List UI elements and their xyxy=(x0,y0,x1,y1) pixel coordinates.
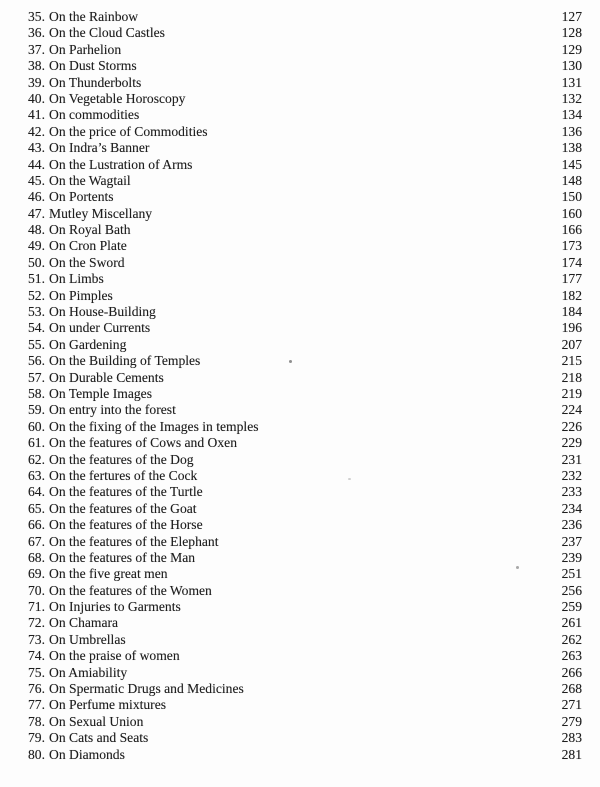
chapter-number: 40. xyxy=(28,90,45,106)
toc-row xyxy=(0,288,600,304)
chapter-number: 61. xyxy=(28,435,45,451)
chapter-number: 68. xyxy=(28,549,45,565)
chapter-title: On the fertures of the Cock xyxy=(49,467,198,483)
chapter-number: 62. xyxy=(28,451,45,467)
chapter-title: On Temple Images xyxy=(49,385,152,401)
chapter-number: 52. xyxy=(28,287,45,303)
chapter-number: 49. xyxy=(28,238,45,254)
chapter-title: On the features of the Horse xyxy=(49,517,203,533)
chapter-number: 64. xyxy=(28,484,45,500)
chapter-title: On the features of the Elephant xyxy=(49,533,219,549)
page-number: 263 xyxy=(561,648,582,664)
toc-row xyxy=(0,353,600,369)
toc-row xyxy=(0,157,600,173)
toc-row xyxy=(0,468,600,484)
chapter-title: On the features of the Women xyxy=(49,582,212,598)
scan-speck xyxy=(516,566,519,569)
chapter-number: 75. xyxy=(28,664,45,680)
chapter-number: 45. xyxy=(28,172,45,188)
page-number: 128 xyxy=(561,25,582,41)
chapter-title: On Thunderbolts xyxy=(49,74,142,90)
chapter-title: On Sexual Union xyxy=(49,713,144,729)
scan-speck xyxy=(289,360,292,363)
chapter-title: On Injuries to Garments xyxy=(49,599,181,615)
page-number: 233 xyxy=(561,484,582,500)
chapter-title: On Perfume mixtures xyxy=(49,697,167,713)
toc-row xyxy=(0,566,600,582)
chapter-title: On Umbrellas xyxy=(49,631,126,647)
chapter-number: 41. xyxy=(28,107,45,123)
toc-row xyxy=(0,615,600,631)
chapter-title: On Vegetable Horoscopy xyxy=(49,90,186,106)
chapter-number: 39. xyxy=(28,74,45,90)
toc-row xyxy=(0,304,600,320)
page-number: 271 xyxy=(561,697,582,713)
chapter-number: 37. xyxy=(28,41,45,57)
page-number: 129 xyxy=(561,41,582,57)
toc-row xyxy=(0,140,600,156)
toc-row xyxy=(0,91,600,107)
chapter-number: 78. xyxy=(28,713,45,729)
chapter-number: 60. xyxy=(28,418,45,434)
chapter-number: 51. xyxy=(28,271,45,287)
page-number: 174 xyxy=(561,254,582,270)
toc-row xyxy=(0,632,600,648)
chapter-number: 79. xyxy=(28,730,45,746)
chapter-title: On Cron Plate xyxy=(49,238,127,254)
chapter-number: 69. xyxy=(28,566,45,582)
toc-row xyxy=(0,370,600,386)
chapter-number: 43. xyxy=(28,140,45,156)
toc-row xyxy=(0,25,600,41)
chapter-number: 72. xyxy=(28,615,45,631)
chapter-number: 76. xyxy=(28,681,45,697)
chapter-title: On the features of the Man xyxy=(49,549,196,565)
page-number: 234 xyxy=(561,500,582,516)
page-number: 229 xyxy=(561,435,582,451)
page-number: 134 xyxy=(561,107,582,123)
toc-row xyxy=(0,484,600,500)
chapter-title: On Royal Bath xyxy=(49,222,131,238)
page-number: 166 xyxy=(561,222,582,238)
chapter-title: On the price of Commodities xyxy=(49,123,208,139)
toc-row xyxy=(0,107,600,123)
chapter-number: 80. xyxy=(28,746,45,762)
toc-row xyxy=(0,730,600,746)
toc-row xyxy=(0,435,600,451)
chapter-title: On the five great men xyxy=(49,566,168,582)
page-number: 236 xyxy=(561,517,582,533)
toc-row xyxy=(0,550,600,566)
chapter-number: 65. xyxy=(28,500,45,516)
toc-row xyxy=(0,58,600,74)
toc-row xyxy=(0,501,600,517)
chapter-number: 55. xyxy=(28,336,45,352)
page-number: 256 xyxy=(561,582,582,598)
toc-row xyxy=(0,599,600,615)
chapter-title: On the Cloud Castles xyxy=(49,25,165,41)
chapter-number: 58. xyxy=(28,385,45,401)
page-number: 173 xyxy=(561,238,582,254)
toc-row xyxy=(0,681,600,697)
chapter-number: 38. xyxy=(28,58,45,74)
toc-row xyxy=(0,222,600,238)
chapter-title: On Chamara xyxy=(49,615,119,631)
chapter-number: 54. xyxy=(28,320,45,336)
chapter-title: On the features of the Dog xyxy=(49,451,194,467)
chapter-title: On under Currents xyxy=(49,320,151,336)
chapter-number: 63. xyxy=(28,467,45,483)
page-number: 232 xyxy=(561,467,582,483)
toc-row xyxy=(0,124,600,140)
chapter-number: 77. xyxy=(28,697,45,713)
chapter-title: On Indra’s Banner xyxy=(49,140,150,156)
chapter-number: 48. xyxy=(28,222,45,238)
page-number: 160 xyxy=(561,205,582,221)
page-number: 279 xyxy=(561,713,582,729)
page-number: 130 xyxy=(561,58,582,74)
chapter-title: On Diamonds xyxy=(49,746,125,762)
toc-row xyxy=(0,271,600,287)
chapter-title: On Amiability xyxy=(49,664,128,680)
page-number: 218 xyxy=(561,369,582,385)
page-number: 127 xyxy=(561,9,582,24)
chapter-number: 67. xyxy=(28,533,45,549)
page-number: 268 xyxy=(561,681,582,697)
page-number: 132 xyxy=(561,90,582,106)
page-number: 196 xyxy=(561,320,582,336)
chapter-title: On the Sword xyxy=(49,254,125,270)
page-number: 215 xyxy=(561,353,582,369)
toc-row xyxy=(0,517,600,533)
chapter-title: Mutley Miscellany xyxy=(49,205,153,221)
chapter-title: On the features of the Turtle xyxy=(49,484,203,500)
chapter-number: 73. xyxy=(28,631,45,647)
chapter-title: On House-Building xyxy=(49,304,156,320)
chapter-title: On commodities xyxy=(49,107,140,123)
chapter-number: 35. xyxy=(28,9,45,24)
page-number: 226 xyxy=(561,418,582,434)
chapter-title: On Spermatic Drugs and Medicines xyxy=(49,681,244,697)
page-number: 138 xyxy=(561,140,582,156)
chapter-title: On Dust Storms xyxy=(49,58,137,74)
chapter-title: On Durable Cements xyxy=(49,369,164,385)
toc-row xyxy=(0,173,600,189)
chapter-title: On the Lustration of Arms xyxy=(49,156,193,172)
page-number: 239 xyxy=(561,549,582,565)
page-number: 281 xyxy=(561,746,582,762)
toc-row xyxy=(0,648,600,664)
page-number: 266 xyxy=(561,664,582,680)
chapter-title: On Gardening xyxy=(49,336,127,352)
chapter-title: On entry into the forest xyxy=(49,402,176,418)
chapter-number: 53. xyxy=(28,304,45,320)
toc-row xyxy=(0,9,600,25)
page-number: 231 xyxy=(561,451,582,467)
chapter-title: On the Building of Temples xyxy=(49,353,201,369)
page-number: 145 xyxy=(561,156,582,172)
toc-row xyxy=(0,75,600,91)
chapter-number: 59. xyxy=(28,402,45,418)
chapter-number: 70. xyxy=(28,582,45,598)
page-number: 262 xyxy=(561,631,582,647)
page-number: 136 xyxy=(561,123,582,139)
toc-row xyxy=(0,419,600,435)
toc-row xyxy=(0,386,600,402)
page-number: 177 xyxy=(561,271,582,287)
page-number: 131 xyxy=(561,74,582,90)
toc-row xyxy=(0,337,600,353)
toc-row xyxy=(0,697,600,713)
chapter-title: On Portents xyxy=(49,189,114,205)
chapter-number: 42. xyxy=(28,123,45,139)
chapter-number: 47. xyxy=(28,205,45,221)
chapter-number: 74. xyxy=(28,648,45,664)
chapter-title: On Parhelion xyxy=(49,41,122,57)
chapter-number: 36. xyxy=(28,25,45,41)
toc-row xyxy=(0,255,600,271)
chapter-number: 50. xyxy=(28,254,45,270)
toc-row xyxy=(0,238,600,254)
toc-row xyxy=(0,189,600,205)
page-number: 283 xyxy=(561,730,582,746)
toc-row xyxy=(0,747,600,763)
page-number: 150 xyxy=(561,189,582,205)
toc-row xyxy=(0,42,600,58)
toc-row xyxy=(0,452,600,468)
chapter-title: On the Wagtail xyxy=(49,172,131,188)
page-number: 148 xyxy=(561,172,582,188)
page-number: 259 xyxy=(561,599,582,615)
chapter-title: On the features of Cows and Oxen xyxy=(49,435,237,451)
toc-row xyxy=(0,206,600,222)
page-number: 261 xyxy=(561,615,582,631)
chapter-title: On the fixing of the Images in temples xyxy=(49,418,259,434)
chapter-number: 44. xyxy=(28,156,45,172)
chapter-number: 46. xyxy=(28,189,45,205)
toc-row xyxy=(0,534,600,550)
page-number: 237 xyxy=(561,533,582,549)
chapter-title: On Limbs xyxy=(49,271,104,287)
chapter-number: 57. xyxy=(28,369,45,385)
chapter-number: 56. xyxy=(28,353,45,369)
scan-speck xyxy=(348,478,351,480)
toc-row xyxy=(0,320,600,336)
chapter-number: 66. xyxy=(28,517,45,533)
toc-row xyxy=(0,402,600,418)
toc-row xyxy=(0,665,600,681)
page-number: 219 xyxy=(561,385,582,401)
chapter-number: 71. xyxy=(28,599,45,615)
chapter-title: On Cats and Seats xyxy=(49,730,149,746)
page-number: 207 xyxy=(561,336,582,352)
page-number: 184 xyxy=(561,304,582,320)
chapter-title: On the Rainbow xyxy=(49,9,139,24)
page-number: 251 xyxy=(561,566,582,582)
chapter-title: On the praise of women xyxy=(49,648,180,664)
page-number: 224 xyxy=(561,402,582,418)
toc-row xyxy=(0,583,600,599)
page-number: 182 xyxy=(561,287,582,303)
chapter-title: On Pimples xyxy=(49,287,113,303)
chapter-title: On the features of the Goat xyxy=(49,500,197,516)
toc-row xyxy=(0,714,600,730)
